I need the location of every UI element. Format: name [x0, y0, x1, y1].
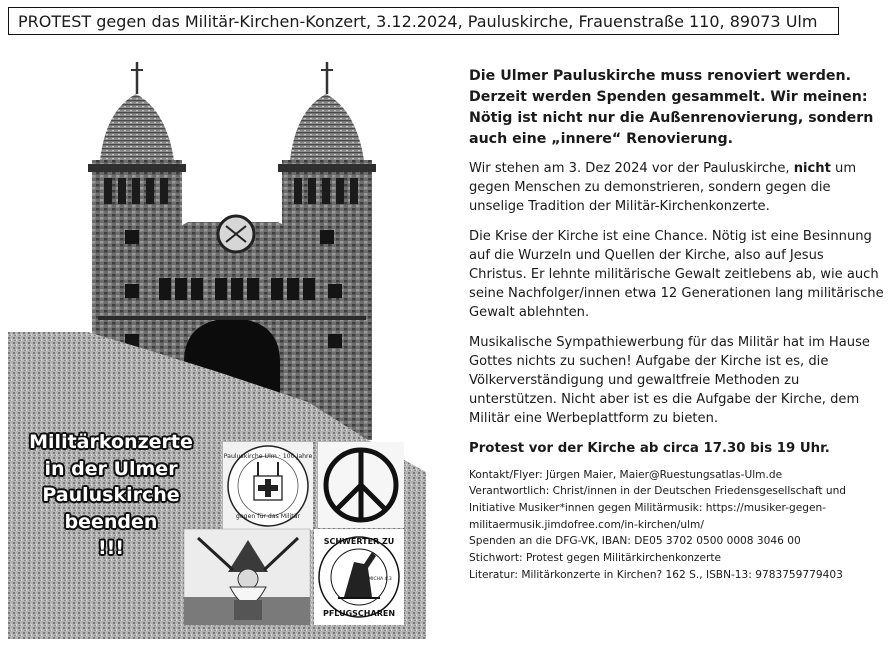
- paragraph-music: Musikalische Sympathiewerbung für das Militär hat im Hause Gottes nichts zu suchen! Aufgabe der Kirche ist es, die Völkerverständigung und gewaltfreie Methoden zu unterstützen. Nicht aber ist es die Aufgabe der Kirche, dem Militär eine Werbeplattform zu bieten.: [469, 334, 870, 427]
- flyer-text-column: [469, 66, 884, 584]
- slogan-line: in der Ulmer: [44, 457, 178, 480]
- slogan-line: beenden: [64, 510, 158, 533]
- schwerter-logo-text-top: SCHWERTER ZU: [323, 537, 395, 546]
- slogan-line: Pauluskirche: [42, 484, 180, 506]
- pauluskirche-logo-text-bottom: gegen für das Militär: [235, 513, 301, 520]
- contact-line: Stichwort: Protest gegen Militärkirchenkonzerte: [469, 552, 722, 565]
- protest-time: Protest vor der Kirche ab circa 17.30 bis 19 Uhr.: [469, 440, 830, 456]
- campaign-slogan: [23, 429, 199, 562]
- header-title: PROTEST gegen das Militär-Kirchen-Konzert, 3.12.2024, Pauluskirche, Frauenstraße 110, 89073 Ulm: [18, 12, 818, 31]
- contact-line: Literatur: Militärkonzerte in Kirchen? 162 S., ISBN-13: 9783759779403: [469, 568, 843, 581]
- contact-line: Kontakt/Flyer: Jürgen Maier, Maier@Ruestungsatlas-Ulm.de: [469, 468, 783, 481]
- pauluskirche-logo-text-top: Pauluskirche Ulm · 100 Jahre: [223, 453, 313, 460]
- schwerter-zu-pflugscharen-logo: [314, 529, 404, 625]
- schwerter-logo-ref: MICHA 4,3: [368, 577, 392, 582]
- contact-block: [469, 467, 884, 584]
- contact-line: Verantwortlich: Christ/innen in der Deutschen Friedensgesellschaft und: [469, 485, 847, 498]
- paragraph-demonstration-start: Wir stehen am 3. Dez 2024 vor der Pauluskirche,: [469, 161, 794, 176]
- pauluskirche-logo: [223, 442, 313, 530]
- slogan-line: !!!: [98, 537, 124, 559]
- paragraph-crisis: Die Krise der Kirche ist eine Chance. Nötig ist eine Besinnung auf die Wurzeln und Quellen der Kirche, also auf Jesus Christus. Er lehnte militärische Gewalt zeitlebens ab, wie auch seine Nachfolger/innen etwa 12 Generationen lang militärische Gewalt ablehnten.: [469, 228, 884, 321]
- emphasis-nicht: nicht: [793, 161, 831, 176]
- lead-paragraph: Die Ulmer Pauluskirche muss renoviert werden. Derzeit werden Spenden gesammelt. Wir meinen: Nötig ist nicht nur die Außenrenovierung, sondern auch eine „innere“ Renovierung.: [469, 68, 874, 147]
- contact-line: militaermusik.jimdofree.com/in-kirchen/ulm/: [469, 518, 704, 531]
- header-box: [8, 7, 839, 35]
- paragraph-demonstration-end: um gegen Menschen zu demonstrieren, sondern gegen die unselige Tradition der Militär-Kirchenkonzerte.: [469, 161, 857, 215]
- paragraph-demonstration: [469, 159, 884, 217]
- schwerter-logo-text-bottom: PFLUGSCHAREN: [322, 609, 396, 618]
- slogan-line: Militärkonzerte: [29, 431, 193, 453]
- santa-with-weapons-image: [184, 529, 310, 625]
- peace-sign-icon: [318, 442, 404, 528]
- church-illustration-panel: [8, 52, 426, 639]
- contact-line: Initiative Musiker*innen gegen Militärmusik: https://musiker-gegen-: [469, 502, 827, 515]
- contact-line: Spenden an die DFG-VK, IBAN: DE05 3702 0500 0008 3046 00: [469, 535, 801, 548]
